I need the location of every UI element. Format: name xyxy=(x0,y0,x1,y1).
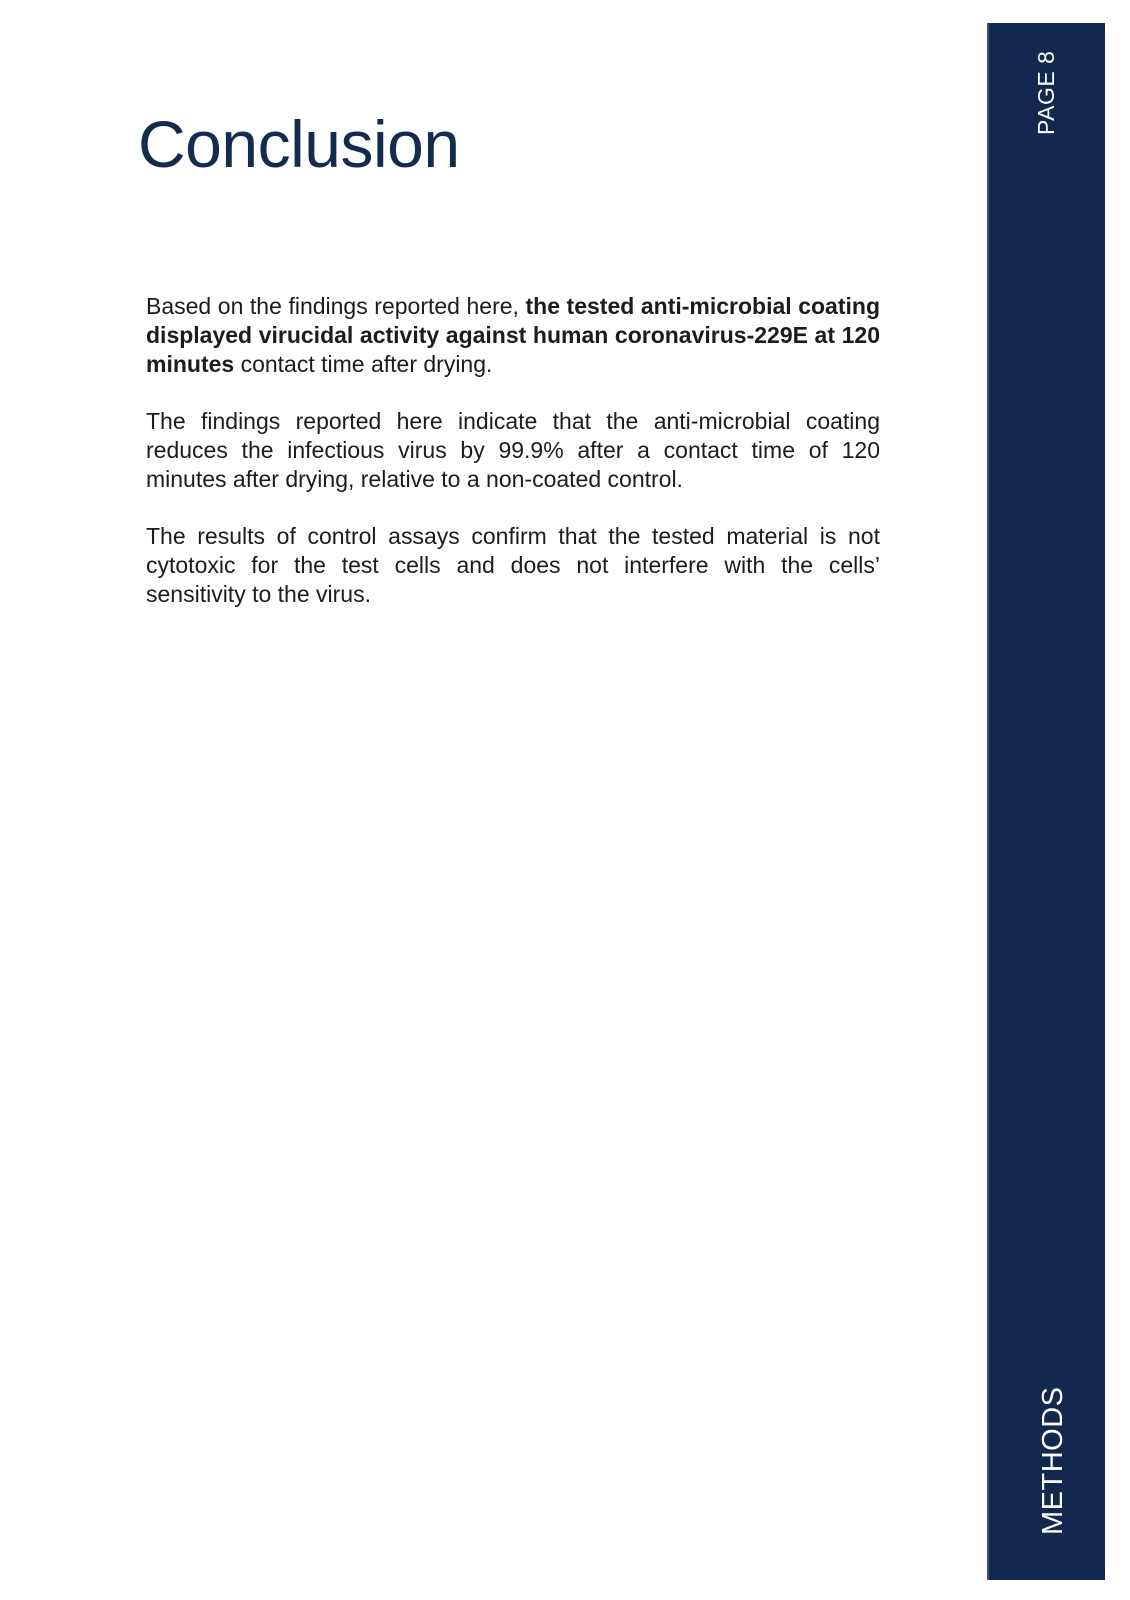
conclusion-body xyxy=(146,292,880,637)
page-number: PAGE 8 xyxy=(1033,50,1059,135)
section-label: METHODS xyxy=(1037,1386,1069,1535)
paragraph-summary-tail: contact time after drying. xyxy=(234,351,493,377)
paragraph-reduction: The findings reported here indicate that the anti-microbial coating reduces the infectious virus by 99.9% after a contact time of 120 minutes after drying, relative to a non-coated control. xyxy=(146,408,880,492)
page-title: Conclusion xyxy=(138,107,460,181)
sidebar-band xyxy=(989,23,1105,1580)
paragraph-summary-highlight: the tested anti-microbial coating displayed virucidal activity against human coronavirus-229E at 120 minutes xyxy=(146,293,881,377)
paragraph-summary-lead: Based on the findings reported here, xyxy=(146,293,526,319)
paragraph-summary xyxy=(146,292,880,379)
paragraph-control-assays: The results of control assays confirm that the tested material is not cytotoxic for the test cells and does not interfere with the cells’ sensitivity to the virus. xyxy=(146,523,880,607)
